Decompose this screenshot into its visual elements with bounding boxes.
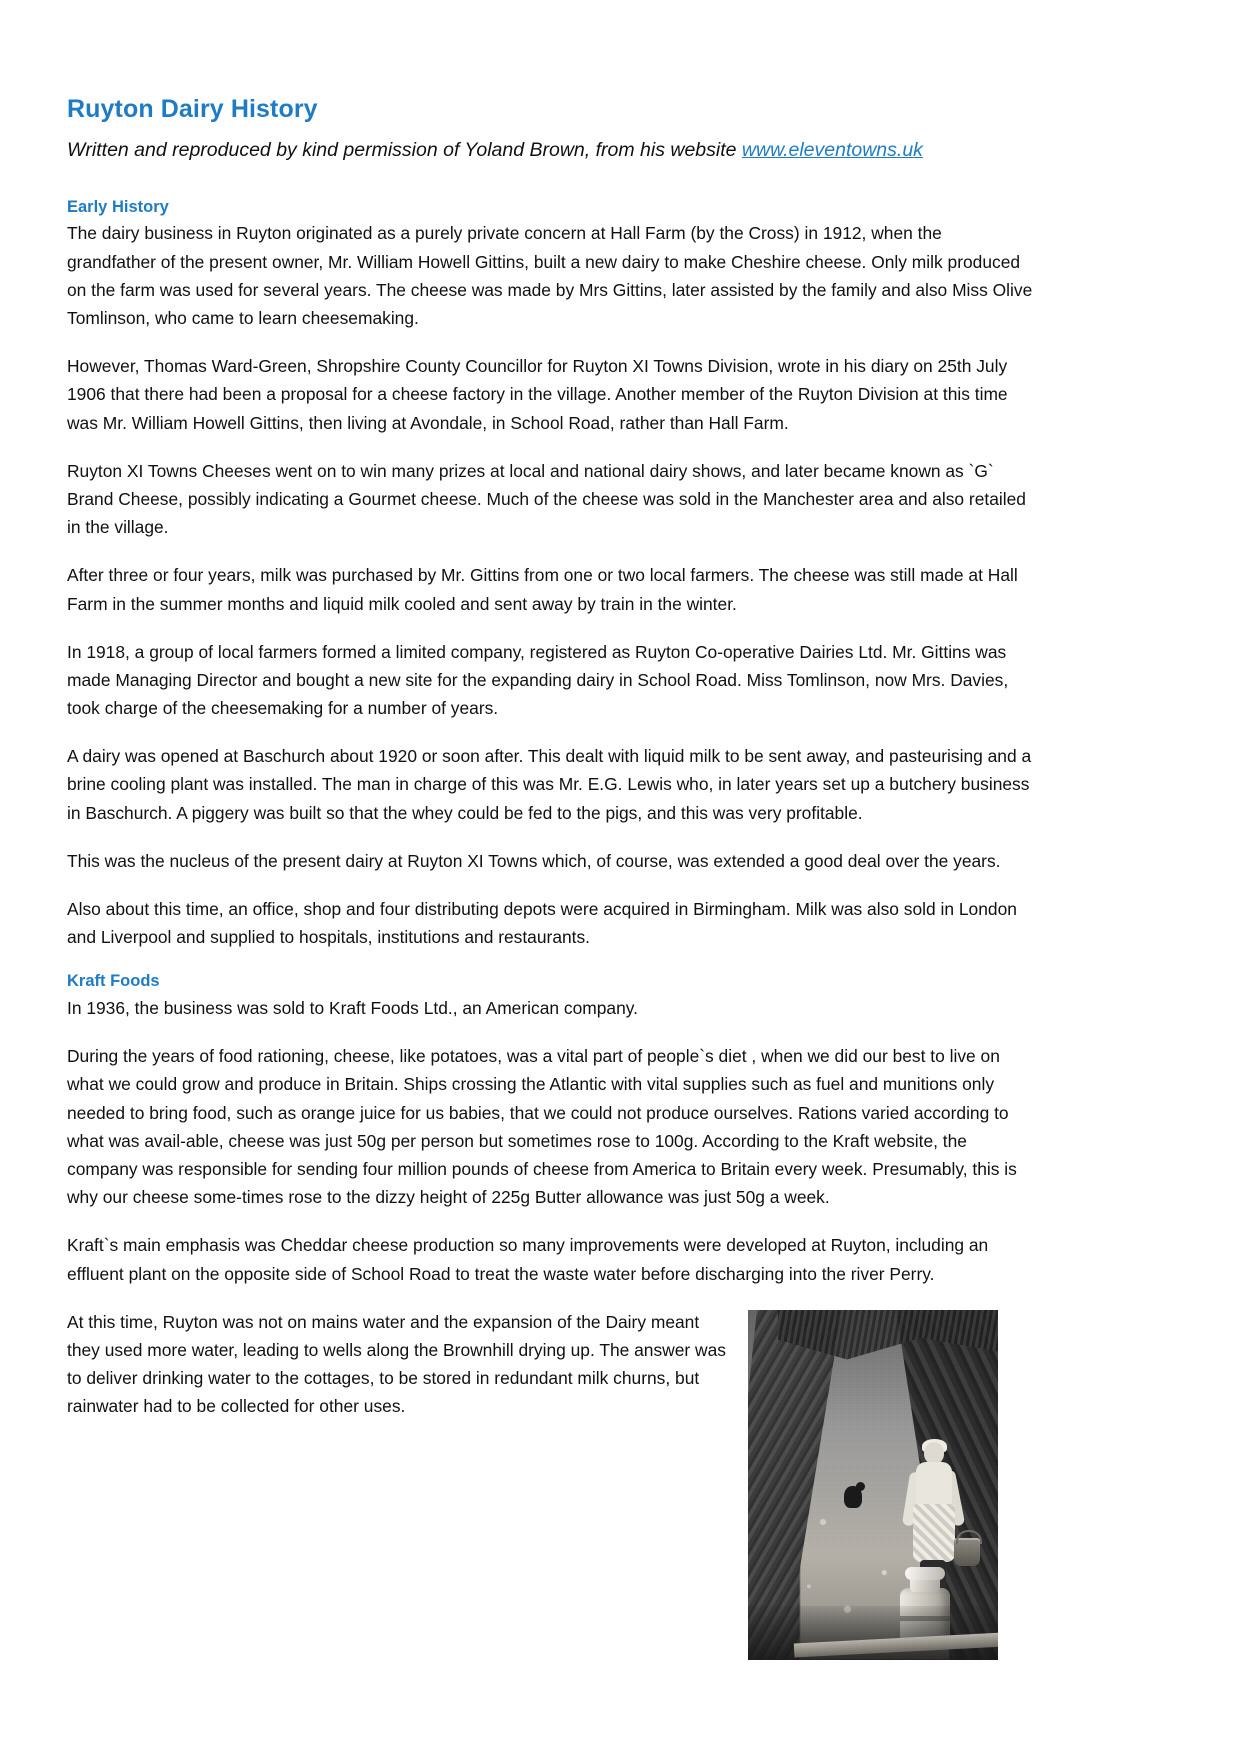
paragraph: Kraft`s main emphasis was Cheddar cheese production so many improvements were developed at Ruyton, including an effluent plant on the opposite side of School Road to treat the waste water before discharging into the river Perry. — [67, 1235, 989, 1284]
paragraph: In 1918, a group of local farmers formed a limited company, registered as Ruyton Co-operative Dairies Ltd. Mr. Gittins was made Managing Director and bought a new site for the expanding dairy in School Road. Miss Tomlinson, now Mrs. Davies, took charge of the cheesemaking for a number of years. — [67, 641, 1009, 719]
website-link[interactable]: www.eleventowns.uk — [741, 138, 923, 161]
photo-film-grain — [748, 1310, 998, 1660]
section-heading-kraft-foods: Kraft Foods — [67, 972, 160, 991]
byline — [67, 138, 1034, 163]
document-content — [67, 96, 1034, 1668]
paragraph: At this time, Ruyton was not on mains water and the expansion of the Dairy meant they used more water, leading to wells along the Brownhill drying up. The answer was to deliver drinking water to the cottages, to be stored in redundant milk churns, but rainwater had to be collected for other uses. — [67, 1311, 726, 1417]
byline-text: Written and reproduced by kind permission of Yoland Brown, from his website — [67, 138, 742, 161]
paragraph: A dairy was opened at Baschurch about 1920 or soon after. This dealt with liquid milk to be sent away, and pasteurising and a brine cooling plant was installed. The man in charge of this was Mr. E.G. Lewis who, in later years set up a butchery business in Baschurch. A piggery was built so that the whey could be fed to the pigs, and this was very profitable. — [67, 746, 1032, 823]
paragraph: The dairy business in Ruyton originated as a purely private concern at Hall Farm (by the Cross) in 1912, when the grandfather of the present owner, Mr. William Howell Gittins, built a new dairy to make Cheshire cheese. Only milk produced on the farm was used for several years. The cheese was made by Mrs Gittins, later assisted by the family and also Miss Olive Tomlinson, who came to learn cheesemaking. — [67, 223, 1033, 329]
paragraph: During the years of food rationing, cheese, like potatoes, was a vital part of people`s diet , when we did our best to live on what we could grow and produce in Britain. Ships crossing the Atlantic with vital supplies such as fuel and munitions only needed to bring food, such as orange juice for us babies, that we could not produce ourselves. Rations varied according to what was avail-able, cheese was just 50g per person but sometimes rose to 100g. According to the Kraft website, the company was responsible for sending four million pounds of cheese from America to Britain every week. Presumably, this is why our cheese some-times rose to the dizzy height of 225g Butter allowance was just 50g a week. — [67, 1046, 1017, 1208]
paragraph: Also about this time, an office, shop and four distributing depots were acquired in Birmingham. Milk was also sold in London and Liverpool and supplied to hospitals, institutions and restaurants. — [67, 899, 1017, 948]
paragraph: Ruyton XI Towns Cheeses went on to win many prizes at local and national dairy shows, and later became known as `G` Brand Cheese, possibly indicating a Gourmet cheese. Much of the cheese was sold in the Manchester area and also retailed in the village. — [67, 460, 1026, 538]
paragraph: In 1936, the business was sold to Kraft Foods Ltd., an American company. — [67, 998, 638, 1019]
photo-image — [748, 1310, 998, 1660]
woman-carrying-pail-photo — [748, 1310, 998, 1660]
section-heading-early-history: Early History — [67, 197, 169, 216]
paragraph: This was the nucleus of the present dairy at Ruyton XI Towns which, of course, was extended a good deal over the years. — [67, 850, 1001, 871]
paragraph: After three or four years, milk was purchased by Mr. Gittins from one or two local farmers. The cheese was still made at Hall Farm in the summer months and liquid milk cooled and sent away by train in the winter. — [67, 565, 1018, 614]
page-title: Ruyton Dairy History — [67, 95, 318, 123]
paragraph: However, Thomas Ward-Green, Shropshire County Councillor for Ruyton XI Towns Division, wrote in his diary on 25th July 1906 that there had been a proposal for a cheese factory in the village. Another member of the Ruyton Division at this time was Mr. William Howell Gittins, then living at Avondale, in School Road, rather than Hall Farm. — [67, 356, 1008, 433]
